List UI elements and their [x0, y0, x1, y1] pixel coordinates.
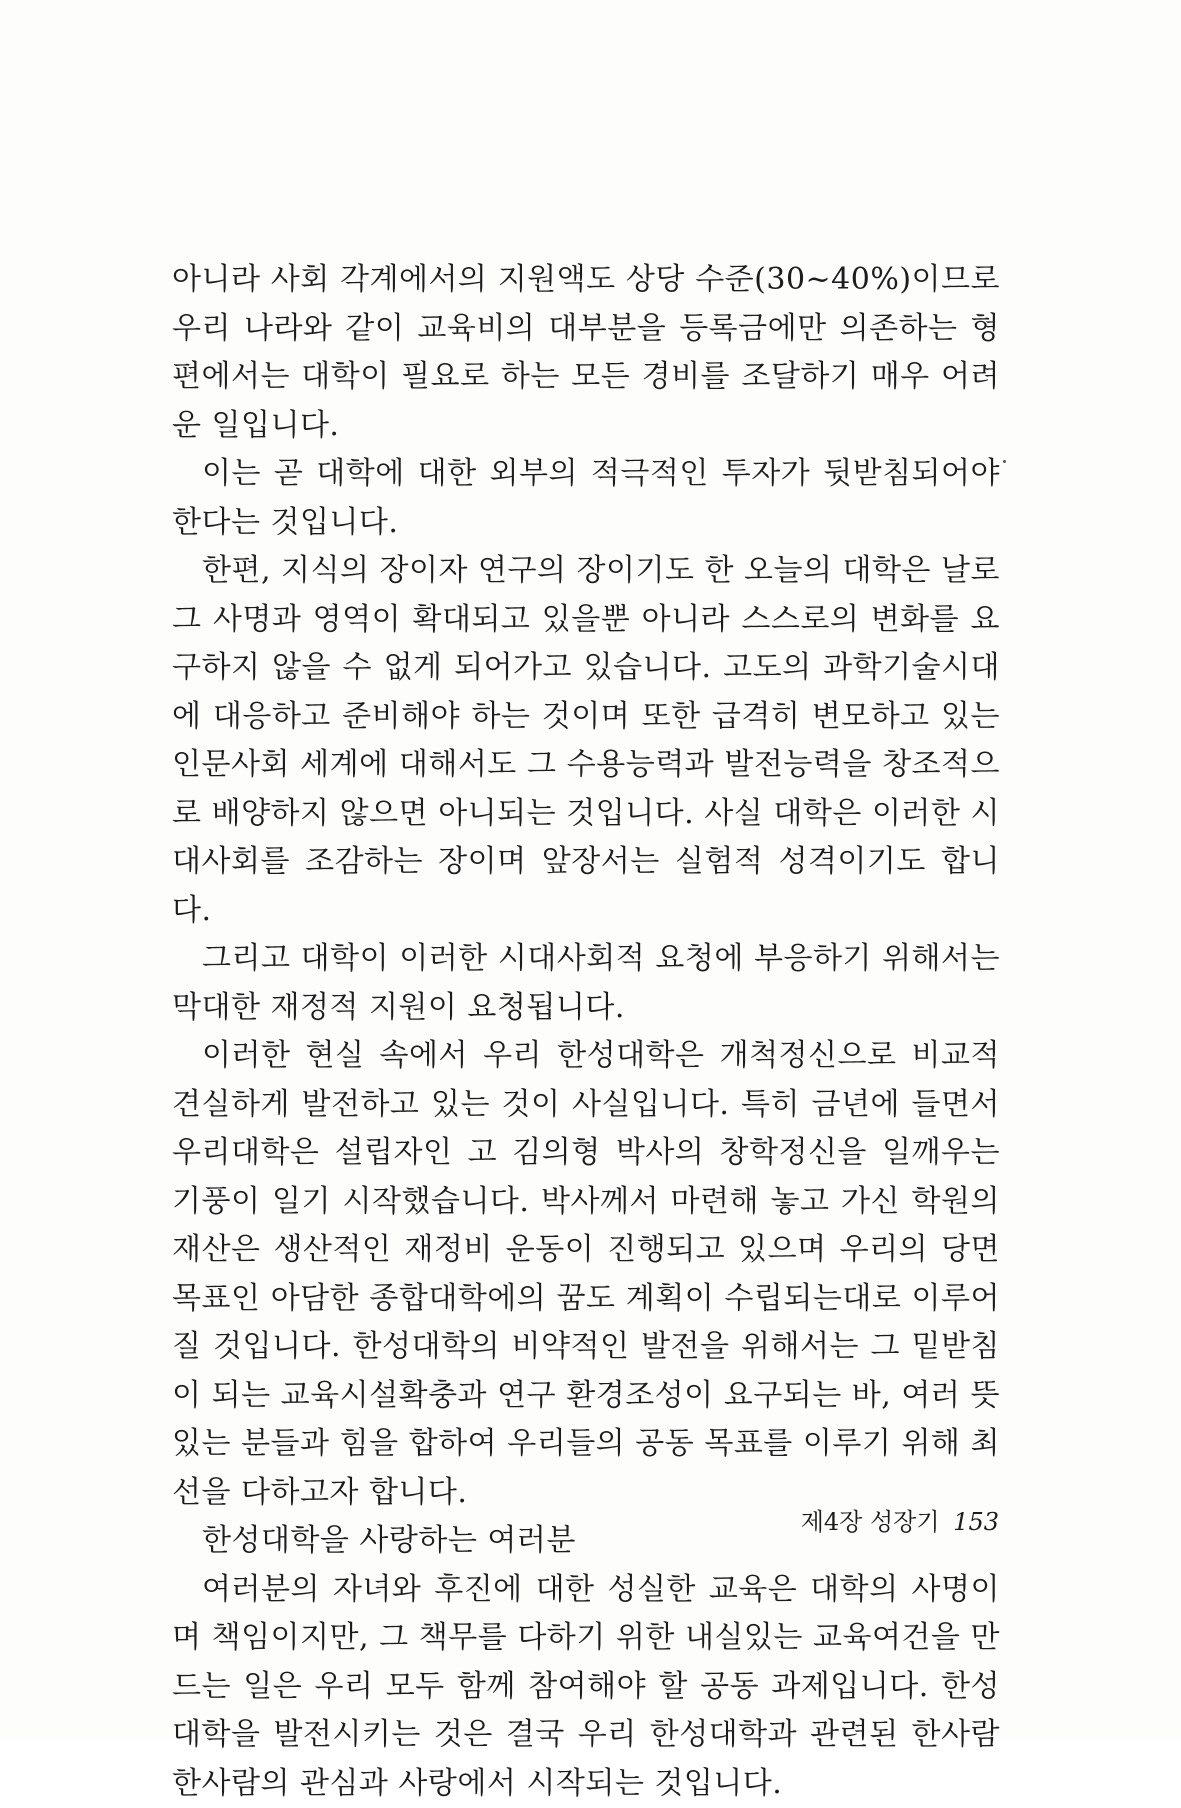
paragraph-4: 그리고 대학이 이러한 시대사회적 요청에 부응하기 위해서는 막대한 재정적 지원이 요청됩니다.: [172, 935, 1000, 1032]
paragraph-3: 한편, 지식의 장이자 연구의 장이기도 한 오늘의 대학은 날로 그 사명과 영역이 확대되고 있을뿐 아니라 스스로의 변화를 요구하지 않을 수 없게 되어가고 있습니다. 고도의 과학기술시대에 대응하고 준비해야 하는 것이며 또한 급격히 변모하고 있는 인문사회 세계에 대해서도 그 수용능력과 발전능력을 창조적으로 배양하지 않으면 아니되는 것입니다. 사실 대학은 이러한 시대사회를 조감하는 장이며 앞장서는 실험적 성격이기도 합니다.: [172, 547, 1000, 935]
chapter-title: 제4장 성장기: [801, 1508, 940, 1536]
body-text: [172, 256, 1000, 1808]
paragraph-2: 이는 곧 대학에 대한 외부의 적극적인 투자가 뒷받침되어야 한다는 것입니다.: [172, 450, 1000, 547]
page-number: 153: [953, 1508, 999, 1536]
paragraph-5: 이러한 현실 속에서 우리 한성대학은 개척정신으로 비교적 견실하게 발전하고 있는 것이 사실입니다. 특히 금년에 들면서 우리대학은 설립자인 고 김의형 박사의 창학정신을 일깨우는 기풍이 일기 시작했습니다. 박사께서 마련해 놓고 가신 학원의 재산은 생산적인 재정비 운동이 진행되고 있으며 우리의 당면목표인 아담한 종합대학에의 꿈도 계획이 수립되는대로 이루어질 것입니다. 한성대학의 비약적인 발전을 위해서는 그 밑받침이 되는 교육시설확충과 연구 환경조성이 요구되는 바, 여러 뜻있는 분들과 힘을 합하여 우리들의 공동 목표를 이루기 위해 최선을 다하고자 합니다.: [172, 1032, 1000, 1517]
scan-speck: [1003, 460, 1006, 463]
paragraph-6: 한성대학을 사랑하는 여러분: [172, 1517, 1000, 1566]
paragraph-7: 여러분의 자녀와 후진에 대한 성실한 교육은 대학의 사명이며 책임이지만, 그 책무를 다하기 위한 내실있는 교육여건을 만드는 일은 우리 모두 함께 참여해야 할 공동 과제입니다. 한성대학을 발전시키는 것은 결국 우리 한성대학과 관련된 한사람 한사람의 관심과 사랑에서 시작되는 것입니다.: [172, 1566, 1000, 1808]
page-footer: [801, 1502, 999, 1537]
paragraph-1: 아니라 사회 각계에서의 지원액도 상당 수준(30~40%)이므로 우리 나라와 같이 교육비의 대부분을 등록금에만 의존하는 형편에서는 대학이 필요로 하는 모든 경비를 조달하기 매우 어려운 일입니다.: [172, 256, 1000, 450]
